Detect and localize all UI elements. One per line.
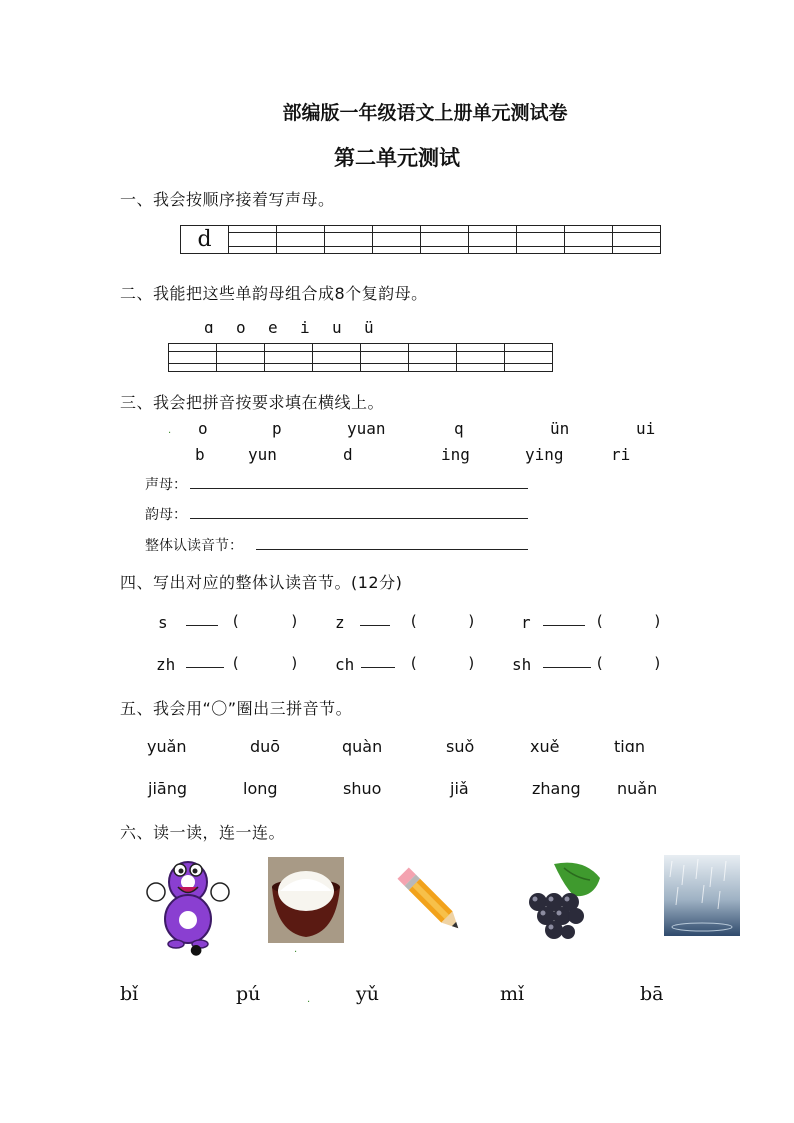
paren-open: ( [231,654,241,672]
syllable-choice[interactable]: tiɑn [614,737,646,756]
syllable-choice[interactable]: suǒ [446,737,475,756]
initials-answer-line[interactable] [190,488,528,489]
pinyin-option: ün [550,419,570,438]
section-5-heading: 五、我会用“〇”圈出三拼音节。 [120,699,353,718]
syllable-blank[interactable] [186,625,218,626]
paren-open: ( [595,654,605,672]
vowel-list [204,318,396,337]
pinyin-word[interactable]: yǔ [356,983,379,1005]
syllable-blank[interactable] [361,667,395,668]
syllable-choice[interactable]: yuǎn [147,737,187,756]
syllable-choice[interactable]: quàn [342,737,383,756]
pinyin-option: yuan [347,419,386,438]
syllable-blank[interactable] [543,667,591,668]
paren-open: ( [409,612,419,630]
vowel: o [236,318,246,337]
pinyin-word[interactable]: bā [640,983,664,1005]
vowel: u [332,318,342,337]
unit-title: 第二单元测试 [334,145,460,170]
pinyin-option: d [343,445,353,464]
paren-close: ) [467,654,477,672]
syllable-choice[interactable]: jiāng [148,779,187,798]
pinyin-option: ui [636,419,656,438]
paren-open: ( [409,654,419,672]
grid-cell-first [181,226,229,254]
number-eight-icon [147,862,229,948]
rain-icon [664,855,740,936]
grapes-icon [529,863,600,939]
paren-open: ( [231,612,241,630]
section-2-heading: 二、我能把这些单韵母组合成8个复韵母。 [120,284,428,303]
syllable-choice[interactable]: shuo [343,779,382,798]
syllable-choice[interactable]: nuǎn [617,779,658,798]
section-1-heading: 一、我会按顺序接着写声母。 [120,190,335,209]
rain-picture[interactable] [664,855,740,936]
paren-open: ( [595,612,605,630]
document-title: 部编版一年级语文上册单元测试卷 [282,102,568,124]
finals-answer-line[interactable] [190,518,528,519]
syllables-answer-line[interactable] [256,549,528,550]
syllable-prompt: sh [512,655,532,674]
number-eight-picture[interactable] [142,852,234,950]
pinyin-option: b [195,445,205,464]
vowel: e [268,318,278,337]
pinyin-word[interactable]: pú [236,983,261,1005]
finals-label: 韵母： [145,507,187,523]
pinyin-option: o [198,419,208,438]
marker-dot: . [307,994,311,1005]
compound-finals-grid [168,343,553,372]
vowel: ü [364,318,374,337]
pinyin-option: ing [441,445,470,464]
marker-dot: . [168,425,172,436]
marker-dot: . [294,944,298,955]
initials-writing-grid [180,225,661,254]
section-3-heading: 三、我会把拼音按要求填在横线上。 [120,393,385,412]
syllable-choice[interactable]: jiǎ [450,779,469,798]
syllable-choice[interactable]: duō [250,737,281,756]
paren-close: ) [467,612,477,630]
pinyin-option: ri [611,445,631,464]
paren-close: ) [653,654,663,672]
first-initial: d [197,226,212,252]
pinyin-option: p [272,419,282,438]
vowel: i [300,318,310,337]
syllable-blank[interactable] [543,625,585,626]
pinyin-word[interactable]: mǐ [500,983,525,1005]
section-6-heading: 六、读一读，连一连。 [120,823,286,842]
syllable-prompt: z [335,613,345,632]
syllable-choice[interactable]: xuě [530,737,560,756]
paren-close: ) [290,612,300,630]
paren-close: ) [290,654,300,672]
connect-dot[interactable]: ● [190,942,203,958]
pinyin-option: yun [248,445,277,464]
pinyin-word[interactable]: bǐ [120,983,139,1005]
grapes-picture[interactable] [524,858,604,944]
rice-bowl-picture[interactable] [268,857,344,943]
syllable-blank[interactable] [360,625,390,626]
paren-close: ) [653,612,663,630]
pinyin-option: q [454,419,464,438]
pinyin-option: ying [525,445,564,464]
syllable-prompt: ch [335,655,355,674]
syllable-prompt: zh [156,655,176,674]
syllable-choice[interactable]: long [243,779,278,798]
syllable-prompt: r [521,613,531,632]
pencil-picture[interactable] [390,858,470,942]
initials-label: 声母： [145,477,187,493]
syllable-prompt: s [158,613,168,632]
section-4-heading: 四、写出对应的整体认读音节。(12分) [120,573,403,592]
syllable-choice[interactable]: zhang [532,779,581,798]
syllable-blank[interactable] [186,667,224,668]
vowel: ɑ [204,318,214,337]
syllables-label: 整体认读音节： [145,538,243,554]
